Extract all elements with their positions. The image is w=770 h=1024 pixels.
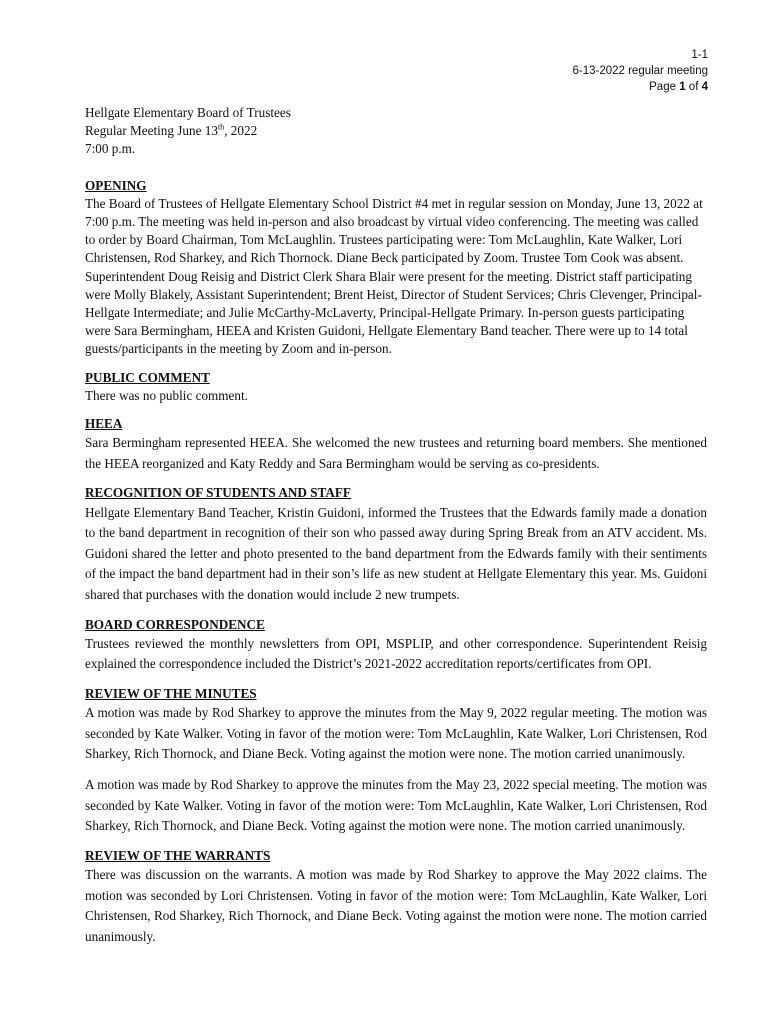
section-minutes [85,685,707,837]
section-recognition [85,484,707,605]
document-body [85,104,707,947]
section-text: There was discussion on the warrants. A motion was made by Rod Sharkey to approve the May 2022 claims. The motion was seconded by Lori Christensen. Voting in favor of the motion were: Tom McLaughlin, Kate Walker, Lori Christensen, Rod Sharkey, Rich Thornock, and Diane Beck. Voting against the motion were none. The motion carried unanimously. [85,866,707,944]
page-id: 1-1 [691,49,708,61]
section-text: Trustees reviewed the monthly newsletters from OPI, MSPLIP, and other correspondence. Superintendent Reisig explained the correspondence included the District’s 2021-2022 accreditation reports/certificates from OPI. [85,635,707,672]
section-title: PUBLIC COMMENT [85,369,210,385]
section-title: RECOGNITION OF STUDENTS AND STAFF [85,485,351,501]
section-text-2: A motion was made by Rod Sharkey to approve the minutes from the May 23, 2022 special meeting. The motion was seconded by Kate Walker. Voting in favor of the motion were: Tom McLaughlin, Kate Walker, Lori Christensen, Rod Sharkey, Rich Thornock, and Diane Beck. Voting against the motion were none. The motion carried unanimously. [85,776,707,834]
page-header [572,47,708,95]
meeting-date-pre: Regular Meeting June 13 [85,123,218,139]
meeting-date-sup: th [217,122,225,132]
section-title: OPENING [85,177,147,193]
page-number: 1 [679,81,686,93]
section-text: The Board of Trustees of Hellgate Elementary School District #4 met in regular session on Monday, June 13, 2022 at 7:00 p.m. The meeting was held in-person and also broadcast by virtual video conferencing. The meeting was called to order by Board Chairman, Tom McLaughlin. Trustees participating were: Tom McLaughlin, Kate Walker, Lori Christensen, Rod Sharkey, and Rich Thornock. Diane Beck participated by Zoom. Trustee Tom Cook was absent. Superintendent Doug Reisig and District Clerk Shara Blair were present for the meeting. District staff participating were Molly Blakely, Assistant Superintendent; Brent Heist, Director of Student Services; Chris Clevenger, Principal-Hellgate Intermediate; and Julie McCarthy-McLaverty, Principal-Hellgate Primary. In-person guests participating were Sara Bermingham, HEEA and Kristen Guidoni, Hellgate Elementary Band teacher. There were up to 14 total guests/participants in the meeting by Zoom and in-person. [85,195,703,357]
section-title: BOARD CORRESPONDENCE [85,616,265,632]
title-block [85,104,707,159]
section-text: Sara Bermingham represented HEEA. She welcomed the new trustees and returning board members. She mentioned the HEEA reorganized and Katy Reddy and Sara Bermingham would be serving as co-presidents. [85,435,707,471]
meeting-date-line [85,122,707,140]
section-text: Hellgate Elementary Band Teacher, Kristin Guidoni, informed the Trustees that the Edwards family made a donation to the band department in recognition of their son who passed away during Spring Break from an ATV accident. Ms. Guidoni shared the letter and photo presented to the band department from the Edwards family with their sentiments of the impact the band department had in their son’s life as new student at Hellgate Elementary this year. Ms. Guidoni shared that purchases with the donation would include 2 new trumpets. [85,504,707,603]
section-warrants [85,847,707,948]
section-title: REVIEW OF THE WARRANTS [85,847,271,863]
section-correspondence [85,616,707,675]
page-word: Page [649,81,676,93]
page-total: 4 [701,81,708,93]
section-opening [85,177,707,359]
meeting-time: 7:00 p.m. [85,141,136,157]
section-title: HEEA [85,416,123,432]
section-public-comment [85,369,707,405]
section-heea [85,415,707,474]
meeting-label: 6-13-2022 regular meeting [572,65,708,77]
section-text: A motion was made by Rod Sharkey to approve the minutes from the May 9, 2022 regular meeting. The motion was seconded by Kate Walker. Voting in favor of the motion were: Tom McLaughlin, Kate Walker, Lori Christensen, Rod Sharkey, Rich Thornock, and Diane Beck. Voting against the motion were none. The motion carried unanimously. [85,705,707,762]
section-text: There was no public comment. [85,387,248,403]
meeting-date-post: , 2022 [224,123,258,139]
page-counter [572,79,708,95]
section-title: REVIEW OF THE MINUTES [85,686,257,701]
page-of: of [688,81,699,93]
board-title: Hellgate Elementary Board of Trustees [85,105,291,120]
